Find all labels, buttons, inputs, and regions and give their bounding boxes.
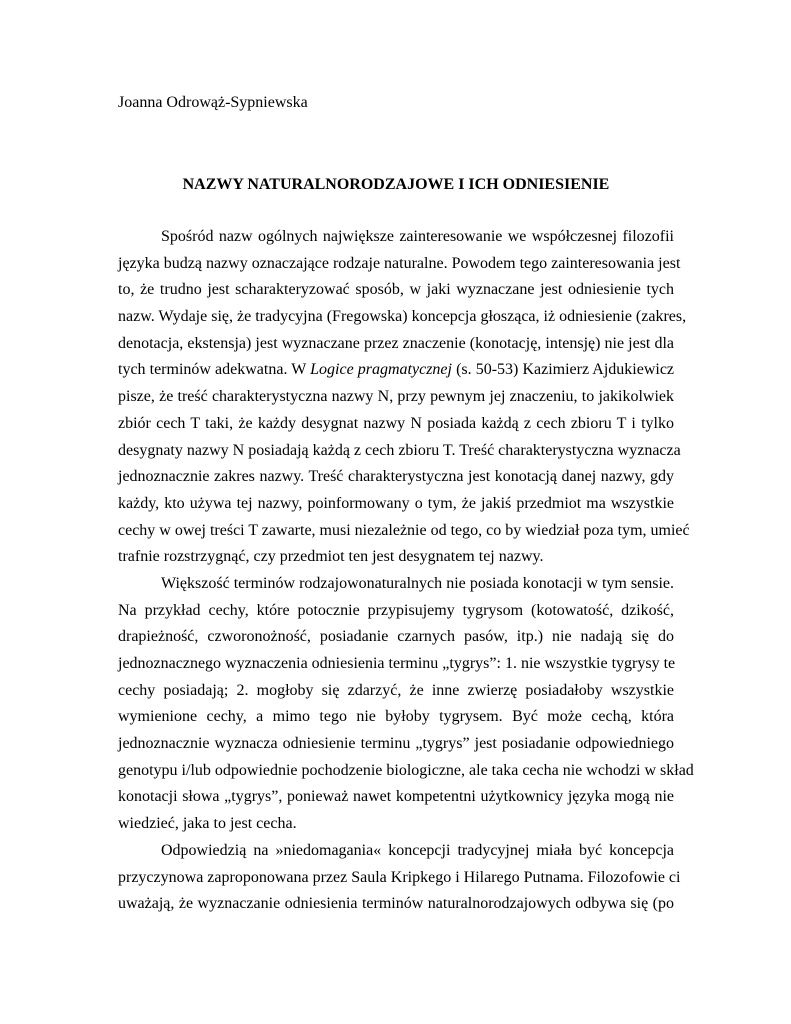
text-line: genotypu i/lub odpowiednie pochodzenie biologiczne, ale taka cecha nie wchodzi w skład <box>118 761 694 779</box>
text-segment: (s. 50-53) Kazimierz Ajdukiewicz <box>451 361 675 379</box>
text-line: języka budzą nazwy oznaczające rodzaje naturalne. Powodem tego zainteresowania jest <box>118 254 681 272</box>
text-line: jednoznacznego wyznaczenia odniesienia terminu „tygrys”: 1. nie wszystkie tygrysy te <box>118 655 676 672</box>
document-body <box>118 227 694 921</box>
text-line: Na przykład cechy, które potocznie przypisujemy tygrysom (kotowatość, dzikość, <box>118 601 674 619</box>
text-line: cechy posiadają; 2. mogłoby się zdarzyć, że inne zwierzę posiadałoby wszystkie <box>118 681 674 699</box>
text-line: Spośród nazw ogólnych największe zainteresowanie we współczesnej filozofii <box>161 228 674 245</box>
text-line: Większość terminów rodzajowonaturalnych nie posiada konotacji w tym sensie. <box>161 574 674 592</box>
text-line: uważają, że wyznaczanie odniesienia terminów naturalnorodzajowych odbywa się (po <box>118 895 674 913</box>
text-line: wiedzieć, jaka to jest cecha. <box>118 815 297 833</box>
text-line: konotacji słowa „tygrys”, ponieważ nawet kompetentni użytkownicy języka mogą nie <box>118 788 674 806</box>
paragraph-2 <box>118 574 694 841</box>
text-line: cechy w owej treści T zawarte, musi niezależnie od tego, co by wiedział poza tym, umieć <box>118 521 690 539</box>
italic-book-title: Logice pragmatycznej <box>310 361 452 379</box>
text-segment: tych terminów adekwatna. W <box>118 361 311 379</box>
text-line: przyczynowa zaproponowana przez Saula Kripkego i Hilarego Putnama. Filozofowie ci <box>118 868 681 886</box>
paragraph-1 <box>118 227 690 574</box>
text-line: pisze, że treść charakterystyczna nazwy N, przy pewnym jej znaczeniu, to jakikolwiek <box>118 388 674 406</box>
paragraph-3 <box>118 841 681 921</box>
text-line: wymienione cechy, a mimo tego nie byłoby tygrysem. Być może cechą, która <box>118 708 674 726</box>
text-line: zbiór cech T taki, że każdy desygnat nazwy N posiada każdą z cech zbioru T i tylko <box>118 414 674 432</box>
text-line: Odpowiedzią na »niedomagania« koncepcji tradycyjnej miała być koncepcja <box>161 841 674 859</box>
text-line: każdy, kto używa tej nazwy, poinformowany o tym, że jakiś przedmiot ma wszystkie <box>118 494 674 512</box>
author-name: Joanna Odrowąż-Sypniewska <box>118 94 308 111</box>
text-line: to, że trudno jest scharakteryzować sposób, w jaki wyznaczane jest odniesienie tych <box>118 281 674 299</box>
text-line: drapieżność, czworonożność, posiadanie czarnych pasów, itp.) nie nadają się do <box>118 628 674 646</box>
document-title: NAZWY NATURALNORODZAJOWE I ICH ODNIESIENIE <box>182 176 610 193</box>
text-line: jednoznacznie wyznacza odniesienie terminu „tygrys” jest posiadanie odpowiedniego <box>118 735 674 753</box>
text-line: jednoznacznie zakres nazwy. Treść charakterystyczna jest konotacją danej nazwy, gdy <box>118 468 674 486</box>
text-line: nazw. Wydaje się, że tradycyjna (Fregowska) koncepcja głosząca, iż odniesienie (zakres, <box>118 308 687 326</box>
text-line: denotacja, ekstensja) jest wyznaczane przez znaczenie (konotację, intensję) nie jest dla <box>118 334 674 352</box>
text-line: desygnaty nazwy N posiadają każdą z cech zbioru T. Treść charakterystyczna wyznacza <box>118 441 681 459</box>
text-line-with-italic <box>118 360 674 387</box>
text-line: trafnie rozstrzygnąć, czy przedmiot ten jest desygnatem tej nazwy. <box>118 548 544 566</box>
